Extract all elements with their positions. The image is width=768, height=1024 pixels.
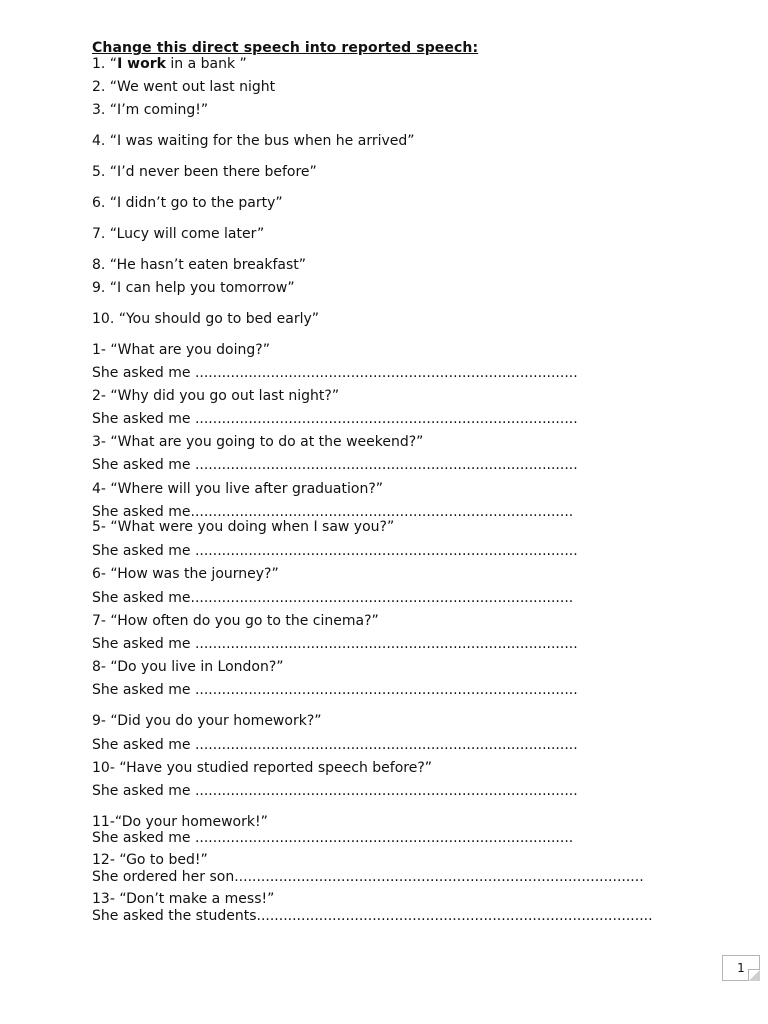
direct-item: 6. “I didn’t go to the party” [92, 195, 283, 211]
question-prompt: 1- “What are you doing?” [92, 342, 270, 358]
answer-line: She asked me ...................................................................................... [92, 457, 578, 473]
answer-line: She asked me ...................................................................................... [92, 365, 578, 381]
question-prompt: 8- “Do you live in London?” [92, 659, 284, 675]
direct-item-1: 1. “I work in a bank ” [92, 56, 247, 72]
question-prompt: 2- “Why did you go out last night?” [92, 388, 340, 404]
direct-item: 8. “He hasn’t eaten breakfast” [92, 257, 307, 273]
answer-line: She asked me ...................................................................................... [92, 682, 578, 698]
bold-phrase: I work [117, 56, 166, 72]
answer-line: She asked me...................................................................................... [92, 590, 574, 606]
answer-line: She asked me ...................................................................................... [92, 543, 578, 559]
command-prompt: 11-“Do your homework!” [92, 814, 268, 830]
answer-line: She asked me...................................................................................... [92, 504, 574, 520]
direct-item: 7. “Lucy will come later” [92, 226, 265, 242]
page-number: 1 [737, 961, 745, 975]
page-number-box [722, 955, 760, 981]
command-prompt: 13- “Don’t make a mess!” [92, 891, 275, 907]
answer-line: She asked me ...................................................................................... [92, 783, 578, 799]
direct-item: 4. “I was waiting for the bus when he arrived” [92, 133, 415, 149]
worksheet-title: Change this direct speech into reported speech: [92, 40, 479, 56]
question-prompt: 7- “How often do you go to the cinema?” [92, 613, 379, 629]
answer-line: She asked me ...................................................................................... [92, 737, 578, 753]
answer-line: She ordered her son............................................................................................ [92, 869, 644, 885]
direct-item: 3. “I’m coming!” [92, 102, 209, 118]
question-prompt: 4- “Where will you live after graduation?” [92, 481, 384, 497]
answer-line: She asked me ...................................................................................... [92, 411, 578, 427]
answer-line: She asked me ...................................................................................... [92, 636, 578, 652]
question-prompt: 3- “What are you going to do at the weekend?” [92, 434, 424, 450]
direct-item: 2. “We went out last night [92, 79, 276, 95]
question-prompt: 9- “Did you do your homework?” [92, 713, 322, 729]
direct-item: 10. “You should go to bed early” [92, 311, 320, 327]
direct-item: 5. “I’d never been there before” [92, 164, 317, 180]
answer-line: She asked the students......................................................................................... [92, 908, 653, 924]
question-prompt: 6- “How was the journey?” [92, 566, 279, 582]
direct-item: 9. “I can help you tomorrow” [92, 280, 295, 296]
page-curl-icon [748, 969, 760, 981]
question-prompt: 5- “What were you doing when I saw you?” [92, 519, 395, 535]
command-prompt: 12- “Go to bed!” [92, 852, 208, 868]
question-prompt: 10- “Have you studied reported speech before?” [92, 760, 433, 776]
answer-line: She asked me ..................................................................................... [92, 830, 574, 846]
